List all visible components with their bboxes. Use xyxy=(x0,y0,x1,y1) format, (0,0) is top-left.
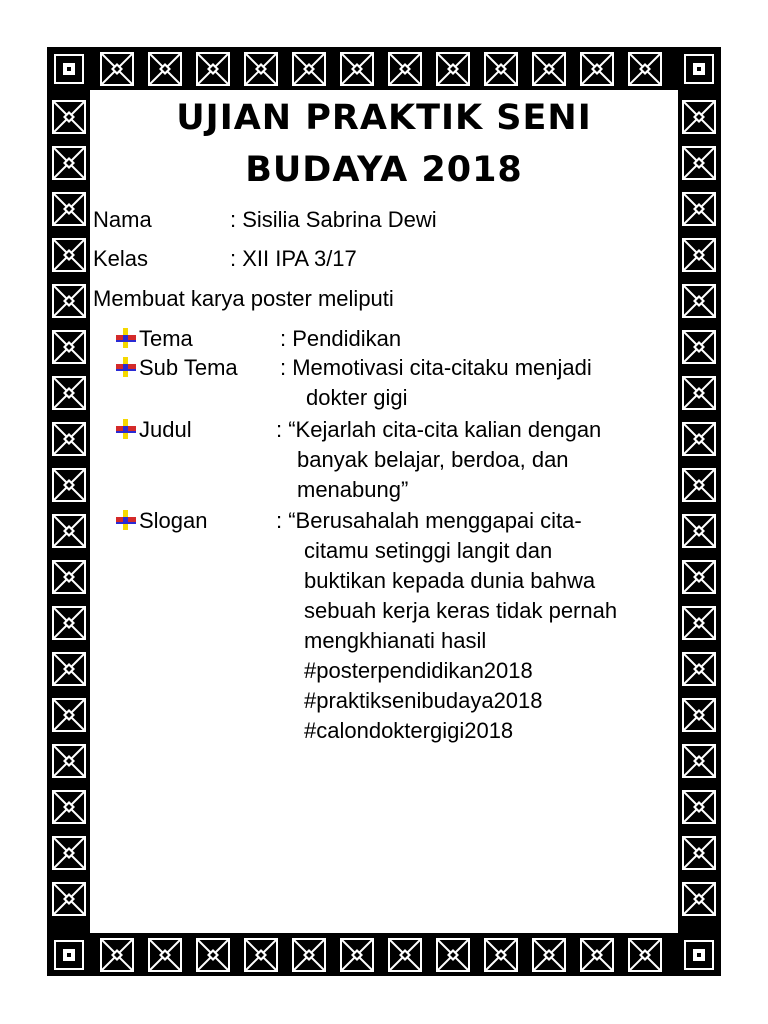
border-pattern-icon xyxy=(49,787,89,827)
nama-value: : Sisilia Sabrina Dewi xyxy=(230,207,437,232)
plus-bullet-icon xyxy=(115,418,137,440)
border-corner-icon xyxy=(49,935,89,975)
item-value-line: banyak belajar, berdoa, dan xyxy=(297,447,569,472)
border-pattern-icon xyxy=(241,935,281,975)
border-pattern-icon xyxy=(385,49,425,89)
item-value-line: : “Berusahalah menggapai cita- xyxy=(276,508,582,533)
border-pattern-icon xyxy=(49,511,89,551)
kelas-label: Kelas xyxy=(93,246,149,271)
border-pattern-icon xyxy=(679,281,719,321)
border-pattern-icon xyxy=(49,143,89,183)
border-pattern-icon xyxy=(679,879,719,919)
border-pattern-icon xyxy=(679,511,719,551)
title-line-2: BUDAYA 2018 xyxy=(245,150,523,190)
border-pattern-icon xyxy=(145,49,185,89)
border-pattern-icon xyxy=(289,935,329,975)
border-pattern-icon xyxy=(679,557,719,597)
border-corner-icon xyxy=(49,49,89,89)
border-pattern-icon xyxy=(49,741,89,781)
item-value-line: : “Kejarlah cita-cita kalian dengan xyxy=(276,417,602,442)
item-value-line: : Pendidikan xyxy=(280,326,402,351)
intro-text: Membuat karya poster meliputi xyxy=(93,286,394,311)
border-pattern-icon xyxy=(49,879,89,919)
border-corner-icon xyxy=(679,935,719,975)
border-pattern-icon xyxy=(481,49,521,89)
border-pattern-icon xyxy=(679,327,719,367)
border-pattern-icon xyxy=(49,833,89,873)
border-pattern-icon xyxy=(679,603,719,643)
item-value-line: sebuah kerja keras tidak pernah xyxy=(304,598,618,623)
border-pattern-icon xyxy=(49,373,89,413)
border-pattern-icon xyxy=(289,49,329,89)
border-pattern-icon xyxy=(49,603,89,643)
border-pattern-icon xyxy=(625,49,665,89)
item-label: Sub Tema xyxy=(139,355,238,380)
item-label: Judul xyxy=(139,417,192,442)
border-pattern-icon xyxy=(679,97,719,137)
border-pattern-icon xyxy=(529,49,569,89)
border-corner-icon xyxy=(679,49,719,89)
border-pattern-icon xyxy=(529,935,569,975)
border-pattern-icon xyxy=(49,97,89,137)
border-pattern-icon xyxy=(679,373,719,413)
border-pattern-icon xyxy=(679,143,719,183)
border-pattern-icon xyxy=(481,935,521,975)
border-pattern-icon xyxy=(49,235,89,275)
border-pattern-icon xyxy=(679,649,719,689)
border-pattern-icon xyxy=(49,419,89,459)
border-pattern-icon xyxy=(679,419,719,459)
plus-bullet-icon xyxy=(115,356,137,378)
border-pattern-icon xyxy=(145,935,185,975)
border-pattern-icon xyxy=(241,49,281,89)
border-pattern-icon xyxy=(97,935,137,975)
item-value-line: buktikan kepada dunia bahwa xyxy=(304,568,596,593)
nama-label: Nama xyxy=(93,207,152,232)
item-value-line: mengkhianati hasil xyxy=(304,628,487,653)
title-line-1: UJIAN PRAKTIK SENI xyxy=(176,98,592,138)
border-pattern-icon xyxy=(433,935,473,975)
item-value-line: citamu setinggi langit dan xyxy=(304,538,553,563)
item-value-line: : Memotivasi cita-citaku menjadi xyxy=(280,355,592,380)
border-pattern-icon xyxy=(625,935,665,975)
border-pattern-icon xyxy=(577,935,617,975)
item-label: Slogan xyxy=(139,508,208,533)
item-value-line: #calondoktergigi2018 xyxy=(304,718,514,743)
border-pattern-icon xyxy=(679,235,719,275)
border-pattern-icon xyxy=(49,557,89,597)
border-pattern-icon xyxy=(49,281,89,321)
plus-bullet-icon xyxy=(115,509,137,531)
border-pattern-icon xyxy=(193,49,233,89)
item-value-line: dokter gigi xyxy=(306,385,408,410)
border-pattern-icon xyxy=(49,649,89,689)
item-value-line: #praktiksenibudaya2018 xyxy=(304,688,543,713)
border-pattern-icon xyxy=(193,935,233,975)
document-title xyxy=(90,92,678,196)
border-pattern-icon xyxy=(97,49,137,89)
border-pattern-icon xyxy=(679,189,719,229)
border-pattern-icon xyxy=(679,695,719,735)
item-value-line: menabung” xyxy=(297,477,409,502)
border-pattern-icon xyxy=(679,787,719,827)
border-pattern-icon xyxy=(337,935,377,975)
border-pattern-icon xyxy=(337,49,377,89)
item-label: Tema xyxy=(139,326,193,351)
border-pattern-icon xyxy=(433,49,473,89)
border-pattern-icon xyxy=(385,935,425,975)
border-pattern-icon xyxy=(49,465,89,505)
kelas-value: : XII IPA 3/17 xyxy=(230,246,357,271)
border-pattern-icon xyxy=(679,833,719,873)
border-pattern-icon xyxy=(679,465,719,505)
border-pattern-icon xyxy=(49,695,89,735)
border-pattern-icon xyxy=(49,189,89,229)
border-pattern-icon xyxy=(577,49,617,89)
border-pattern-icon xyxy=(49,327,89,367)
item-value-line: #posterpendidikan2018 xyxy=(304,658,533,683)
border-pattern-icon xyxy=(679,741,719,781)
plus-bullet-icon xyxy=(115,327,137,349)
